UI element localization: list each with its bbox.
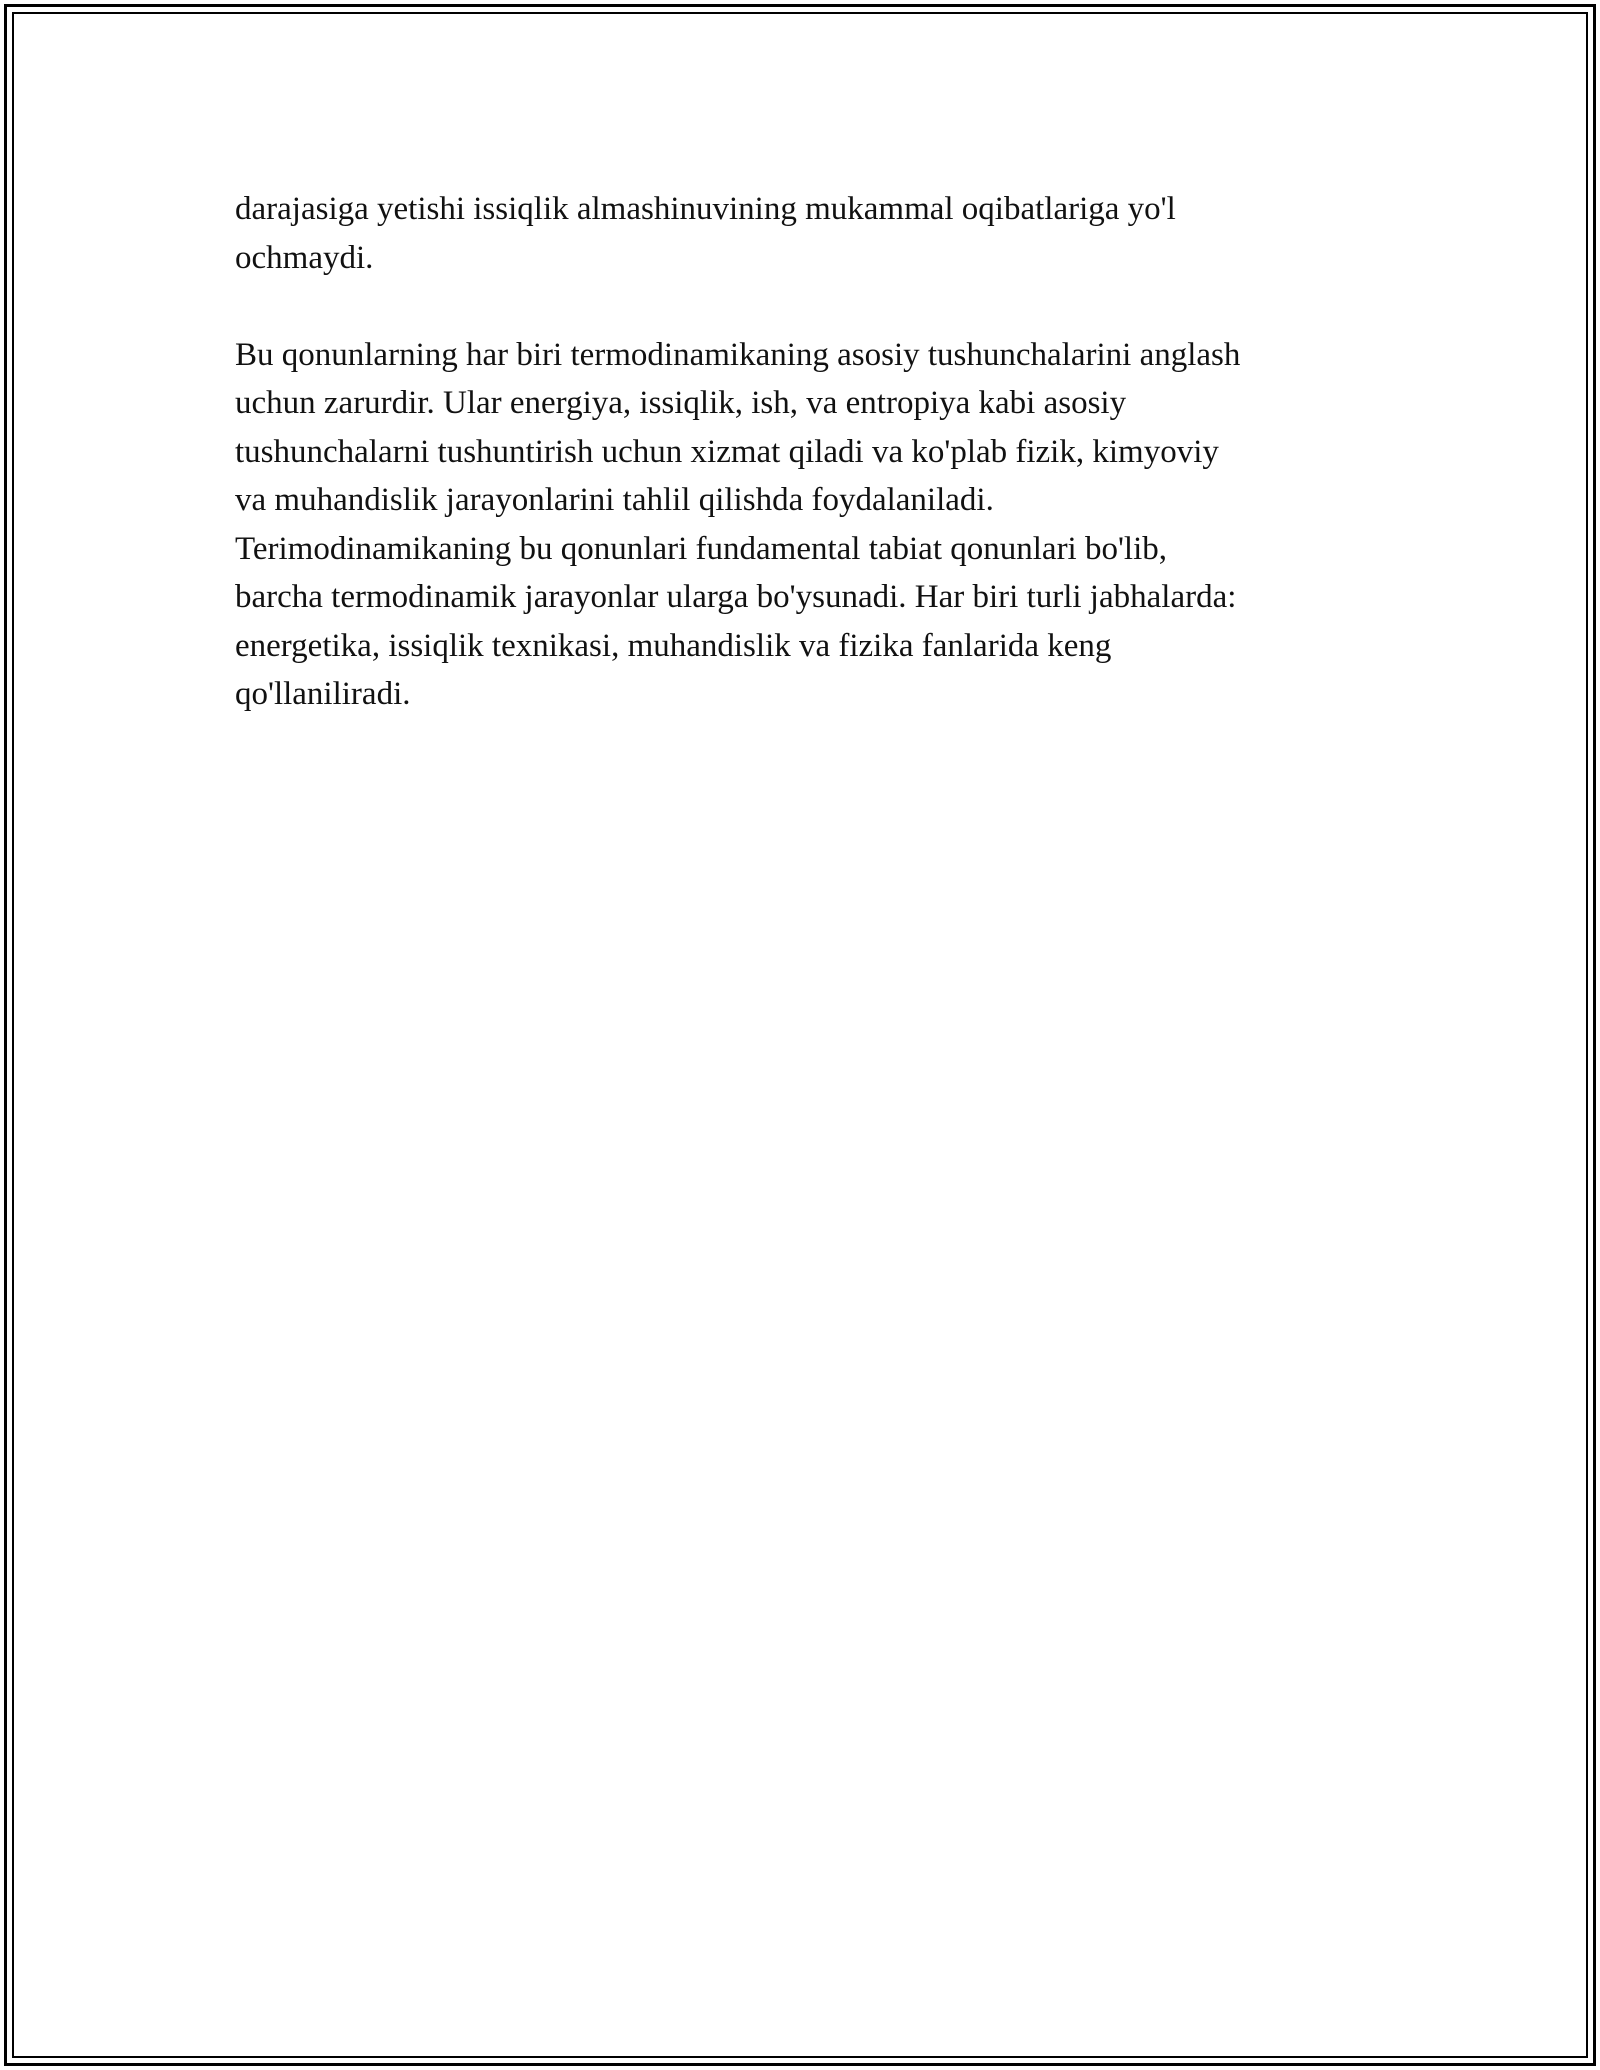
text-line: uchun zarurdir. Ular energiya, issiqlik, ish, va entropiya kabi asosiy: [235, 385, 1127, 421]
document-body: [235, 185, 1365, 719]
text-line: darajasiga yetishi issiqlik almashinuvining mukammal oqibatlariga yo'l: [235, 191, 1176, 227]
text-line: ochmaydi.: [235, 239, 374, 276]
text-line: barcha termodinamik jarayonlar ularga bo'ysunadi. Har biri turli jabhalarda:: [235, 579, 1237, 615]
text-line: tushunchalarni tushuntirish uchun xizmat qiladi va ko'plab fizik, kimyoviy: [235, 433, 1219, 470]
paragraph-summary: [235, 331, 1365, 719]
text-line: va muhandislik jarayonlarini tahlil qilishda foydalaniladi.: [235, 482, 994, 518]
text-line: energetika, issiqlik texnikasi, muhandislik va fizika fanlarida keng: [235, 627, 1112, 664]
text-line: Bu qonunlarning har biri termodinamikaning asosiy tushunchalarini anglash: [235, 336, 1241, 373]
paragraph-continuation: [235, 185, 1365, 282]
text-line: qo'llaniliradi.: [235, 676, 411, 712]
text-line: Terimodinamikaning bu qonunlari fundamental tabiat qonunlari bo'lib,: [235, 530, 1168, 567]
